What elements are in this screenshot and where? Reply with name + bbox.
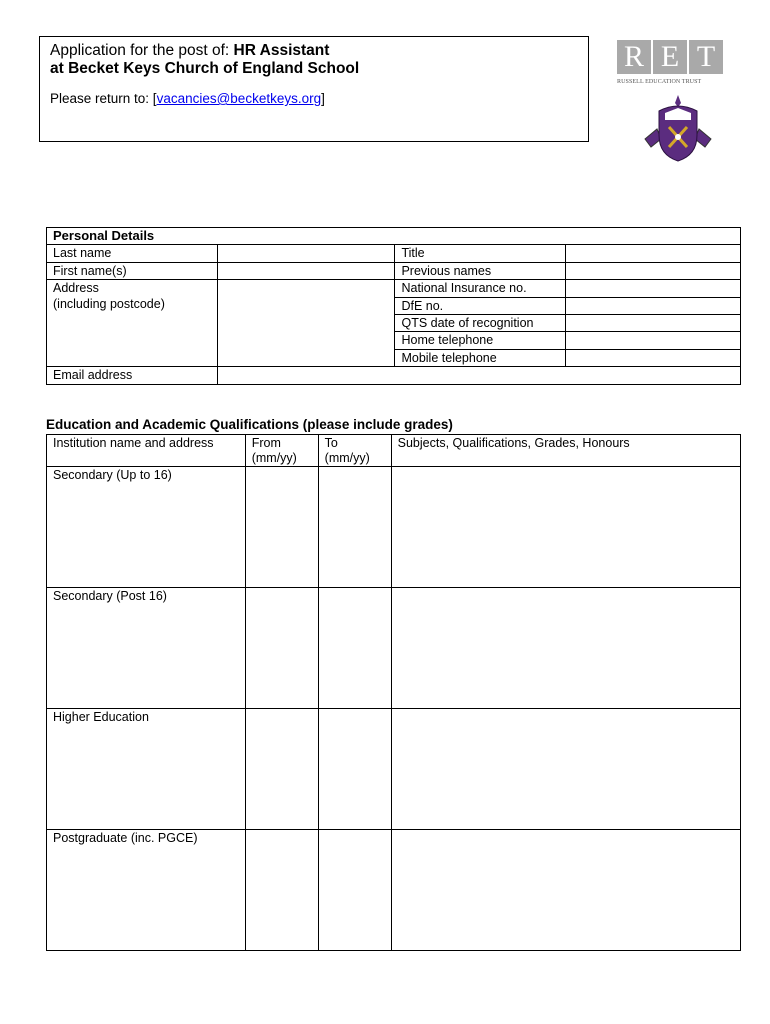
- table-row: [47, 467, 741, 588]
- label-email: Email address: [47, 367, 218, 384]
- personal-details-table: [46, 227, 741, 385]
- table-row: [47, 588, 741, 709]
- table-row: [47, 830, 741, 951]
- table-row: [47, 228, 741, 245]
- to-field[interactable]: [318, 830, 391, 951]
- row-label-secondary-up-to-16[interactable]: Secondary (Up to 16): [47, 467, 246, 588]
- subjects-field[interactable]: [391, 588, 740, 709]
- ret-caption: RUSSELL EDUCATION TRUST: [617, 79, 702, 85]
- from-field[interactable]: [245, 588, 318, 709]
- row-label-higher-education[interactable]: Higher Education: [47, 709, 246, 830]
- label-dfe-number: DfE no.: [395, 297, 566, 314]
- email-field[interactable]: [217, 367, 740, 384]
- column-header-to: To (mm/yy): [318, 435, 391, 467]
- subjects-field[interactable]: [391, 467, 740, 588]
- address-field[interactable]: [217, 280, 395, 367]
- column-header-subjects: Subjects, Qualifications, Grades, Honours: [391, 435, 740, 467]
- education-heading: Education and Academic Qualifications (please include grades): [46, 417, 453, 432]
- qts-date-field[interactable]: [566, 314, 741, 331]
- home-telephone-field[interactable]: [566, 332, 741, 349]
- to-field[interactable]: [318, 467, 391, 588]
- application-title: Application for the post of: HR Assistant: [50, 42, 330, 59]
- first-names-field[interactable]: [217, 262, 395, 279]
- table-row: [47, 367, 741, 384]
- return-email-link[interactable]: vacancies@becketkeys.org: [156, 91, 322, 106]
- dfe-number-field[interactable]: [566, 297, 741, 314]
- return-instructions: Please return to: [vacancies@becketkeys.org]: [50, 91, 325, 106]
- table-row: [47, 280, 741, 297]
- to-field[interactable]: [318, 588, 391, 709]
- label-home-telephone: Home telephone: [395, 332, 566, 349]
- last-name-field[interactable]: [217, 245, 395, 262]
- label-mobile-telephone: Mobile telephone: [395, 349, 566, 366]
- label-address: Address (including postcode): [47, 280, 218, 367]
- label-ni-number: National Insurance no.: [395, 280, 566, 297]
- mobile-telephone-field[interactable]: [566, 349, 741, 366]
- table-header-row: [47, 435, 741, 467]
- ret-letter: R: [617, 40, 651, 74]
- from-field[interactable]: [245, 467, 318, 588]
- job-title: HR Assistant: [233, 42, 330, 59]
- label-last-name: Last name: [47, 245, 218, 262]
- row-label-postgraduate[interactable]: Postgraduate (inc. PGCE): [47, 830, 246, 951]
- school-name: at Becket Keys Church of England School: [50, 60, 360, 77]
- title-field[interactable]: [566, 245, 741, 262]
- table-row: [47, 245, 741, 262]
- to-field[interactable]: [318, 709, 391, 830]
- from-field[interactable]: [245, 830, 318, 951]
- table-row: [47, 709, 741, 830]
- ni-number-field[interactable]: [566, 280, 741, 297]
- previous-names-field[interactable]: [566, 262, 741, 279]
- school-crest-icon: [643, 95, 713, 163]
- subjects-field[interactable]: [391, 709, 740, 830]
- label-first-names: First name(s): [47, 262, 218, 279]
- ret-letter: T: [689, 40, 723, 74]
- ret-letter: E: [653, 40, 687, 74]
- education-table: [46, 434, 741, 951]
- from-field[interactable]: [245, 709, 318, 830]
- application-header-box: [39, 36, 589, 142]
- table-row: [47, 262, 741, 279]
- row-label-secondary-post-16[interactable]: Secondary (Post 16): [47, 588, 246, 709]
- label-qts-date: QTS date of recognition: [395, 314, 566, 331]
- subjects-field[interactable]: [391, 830, 740, 951]
- personal-details-heading: Personal Details: [47, 228, 741, 245]
- column-header-institution: Institution name and address: [47, 435, 246, 467]
- ret-letters: [617, 40, 735, 74]
- label-previous-names: Previous names: [395, 262, 566, 279]
- column-header-from: From (mm/yy): [245, 435, 318, 467]
- ret-logo: [617, 40, 735, 170]
- label-title: Title: [395, 245, 566, 262]
